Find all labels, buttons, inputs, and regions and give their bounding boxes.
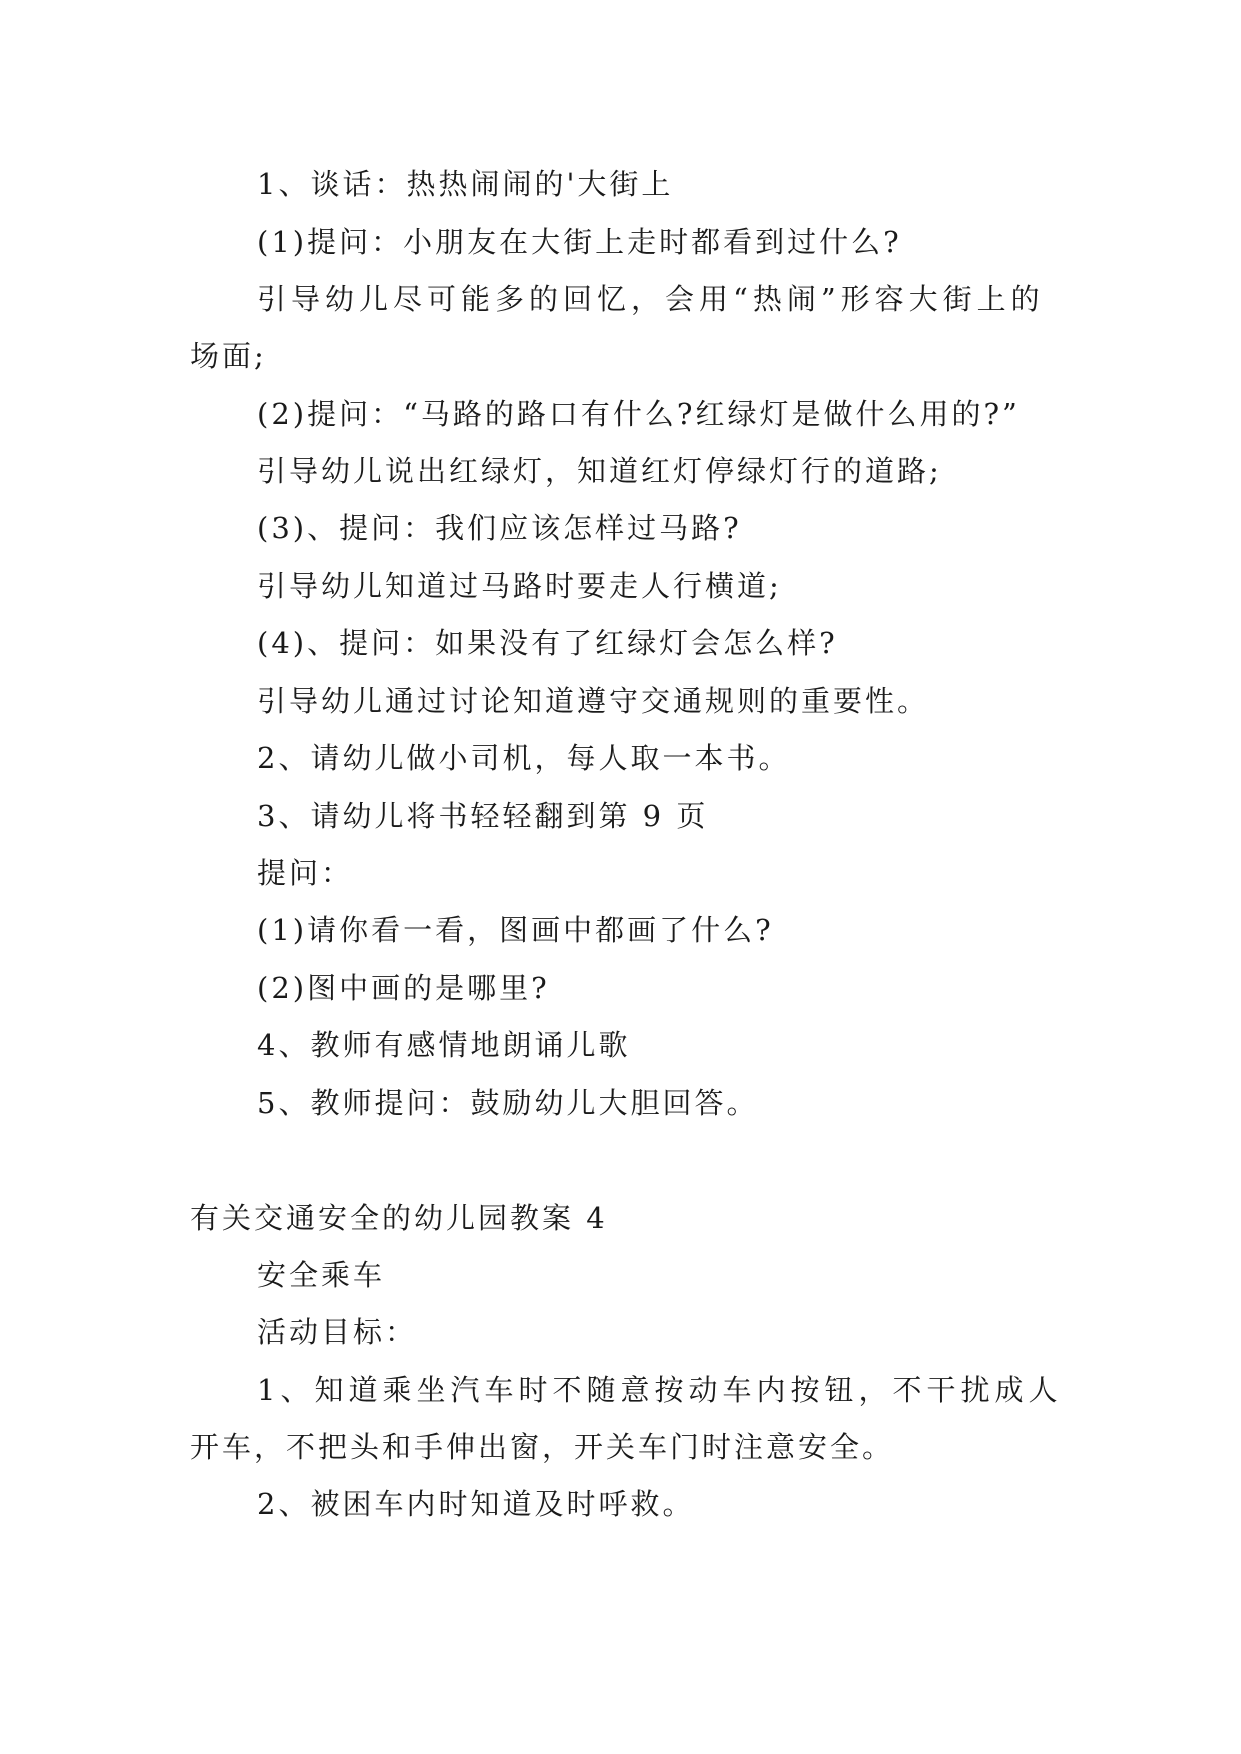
text-line-10: 引导幼儿通过讨论知道遵守交通规则的重要性。 bbox=[257, 684, 930, 718]
text-line-8: 引导幼儿知道过马路时要走人行横道; bbox=[257, 569, 782, 603]
text-line-3: 引导幼儿尽可能多的回忆，会用“热闹”形容大街上的 bbox=[257, 282, 1045, 316]
text-line-13: 提问： bbox=[257, 856, 354, 890]
section-heading: 有关交通安全的幼儿园教案 4 bbox=[190, 1201, 608, 1235]
text-line-2: (1)提问：小朋友在大街上走时都看到过什么? bbox=[257, 225, 902, 259]
text-line-7: (3)、提问：我们应该怎样过马路? bbox=[257, 511, 742, 545]
objective-1-continuation: 开车，不把头和手伸出窗，开关车门时注意安全。 bbox=[190, 1430, 895, 1464]
text-line-11: 2、请幼儿做小司机，每人取一本书。 bbox=[257, 741, 791, 775]
text-line-14: (1)请你看一看，图画中都画了什么? bbox=[257, 913, 774, 947]
objective-1: 1、知道乘坐汽车时不随意按动车内按钮，不干扰成人 bbox=[257, 1373, 1063, 1407]
subheading: 安全乘车 bbox=[257, 1258, 386, 1292]
text-line-17: 5、教师提问：鼓励幼儿大胆回答。 bbox=[257, 1086, 759, 1120]
text-line-16: 4、教师有感情地朗诵儿歌 bbox=[257, 1028, 631, 1062]
objectives-label: 活动目标： bbox=[257, 1315, 418, 1349]
text-line-12: 3、请幼儿将书轻轻翻到第 9 页 bbox=[257, 799, 709, 833]
text-line-4: 场面; bbox=[190, 339, 267, 373]
text-line-9: (4)、提问：如果没有了红绿灯会怎么样? bbox=[257, 626, 838, 660]
text-line-15: (2)图中画的是哪里? bbox=[257, 971, 550, 1005]
text-line-1: 1、谈话：热热闹闹的'大街上 bbox=[257, 167, 674, 201]
text-line-6: 引导幼儿说出红绿灯，知道红灯停绿灯行的道路; bbox=[257, 454, 942, 488]
objective-2: 2、被困车内时知道及时呼救。 bbox=[257, 1487, 695, 1521]
text-line-5: (2)提问：“马路的路口有什么?红绿灯是做什么用的?” bbox=[257, 397, 1020, 431]
